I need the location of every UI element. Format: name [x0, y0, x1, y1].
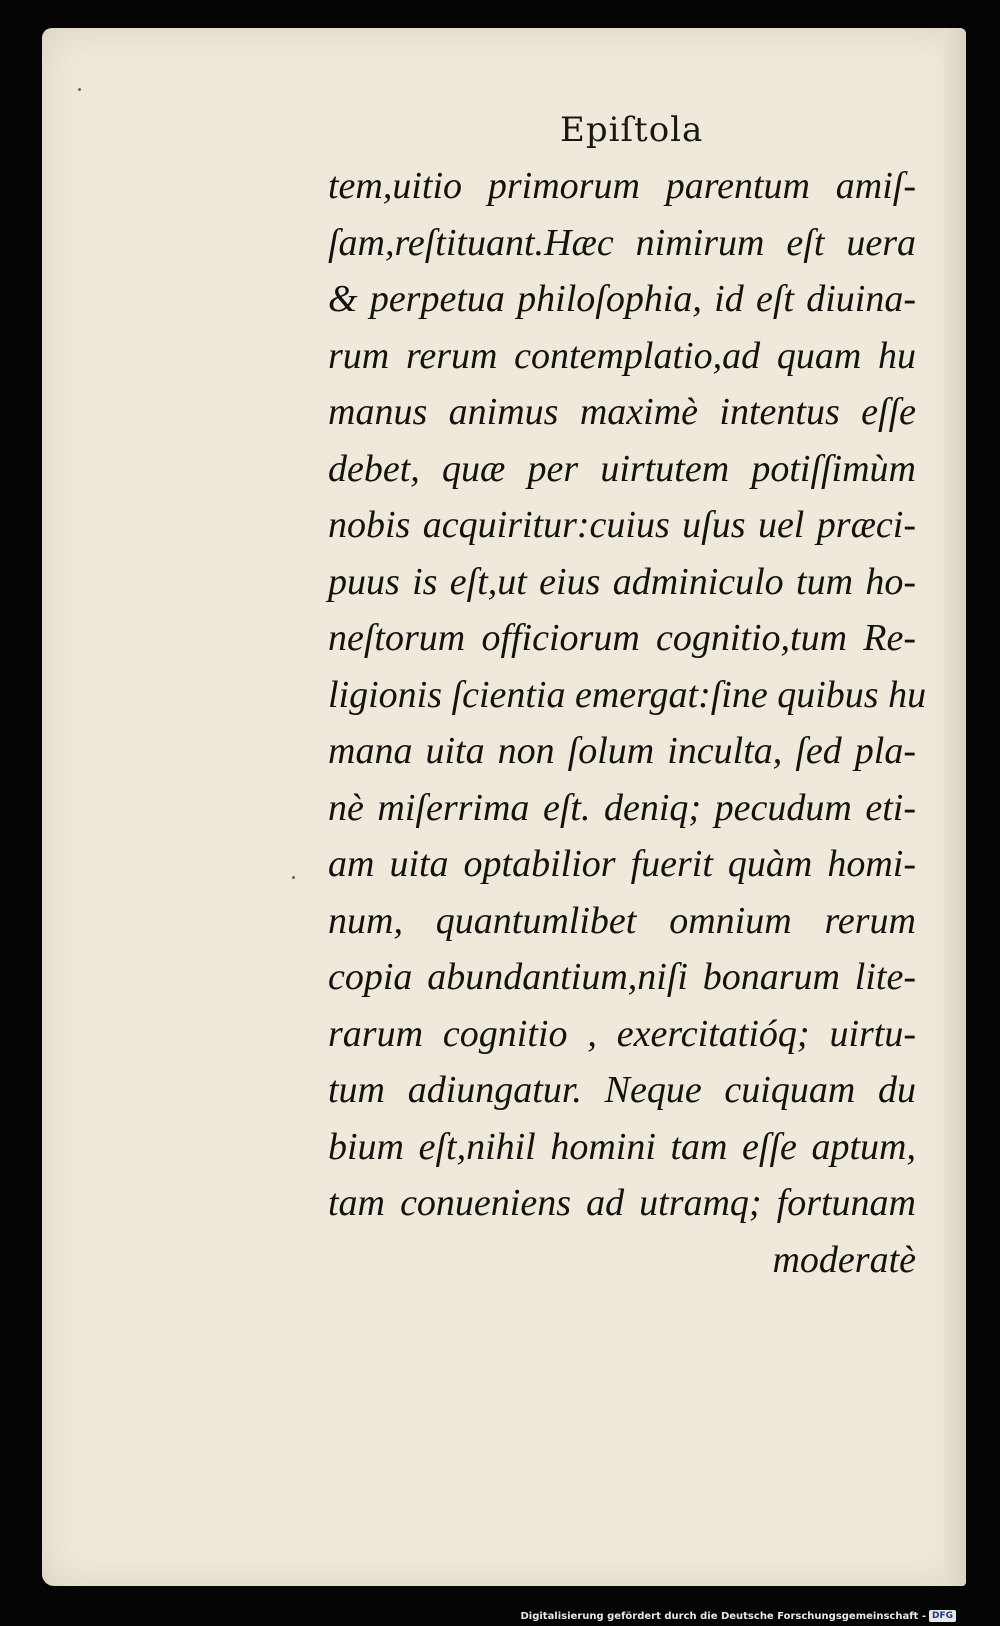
text-line: mana uita non ſolum inculta, ſed pla- — [328, 730, 916, 772]
body-text — [328, 158, 948, 1288]
paper-speck — [292, 876, 295, 879]
paper-speck — [78, 88, 81, 91]
text-line: nè miſerrima eſt. deniq; pecudum eti- — [328, 786, 916, 829]
text-line: neſtorum officiorum cognitio,tum Re- — [328, 617, 916, 659]
text-line: tum adiungatur. Neque cuiquam du — [328, 1069, 916, 1111]
dfg-logo: DFG — [929, 1610, 956, 1622]
text-line: tam conueniens ad utramq; fortunam — [328, 1182, 916, 1224]
text-line: debet, quæ per uirtutem potiſſimùm — [328, 447, 916, 490]
text-line: ligionis ſcientia emergat:ſine quibus hu — [328, 673, 927, 716]
text-line: puus is eſt,ut eius adminiculo tum ho- — [328, 560, 916, 603]
digitization-credit — [520, 1610, 956, 1622]
text-line: am uita optabilior fuerit quàm homi- — [328, 843, 916, 885]
text-line: copia abundantium,niſi bonarum lite- — [328, 956, 916, 998]
text-line: ſam,reſtituant.Hæc nimirum eſt uera — [328, 221, 916, 264]
text-line: num, quantumlibet omnium rerum — [328, 899, 916, 942]
text-line: moderatè — [772, 1238, 916, 1281]
text-line: manus animus maximè intentus eſſe — [328, 391, 916, 433]
text-line: & perpetua philoſophia, id eſt diuina- — [328, 278, 916, 320]
running-head: Epiſtola — [560, 110, 704, 150]
text-line: nobis acquiritur:cuius uſus uel præci- — [328, 504, 916, 546]
text-line: tem,uitio primorum parentum amiſ- — [328, 165, 916, 207]
text-line: rum rerum contemplatio,ad quam hu — [328, 334, 916, 377]
text-line: bium eſt,nihil homini tam eſſe aptum, — [328, 1125, 916, 1168]
credit-text: Digitalisierung gefördert durch die Deutsche Forschungsgemeinschaft - — [520, 1610, 926, 1622]
text-line: rarum cognitio , exercitatióq; uirtu- — [328, 1012, 916, 1055]
